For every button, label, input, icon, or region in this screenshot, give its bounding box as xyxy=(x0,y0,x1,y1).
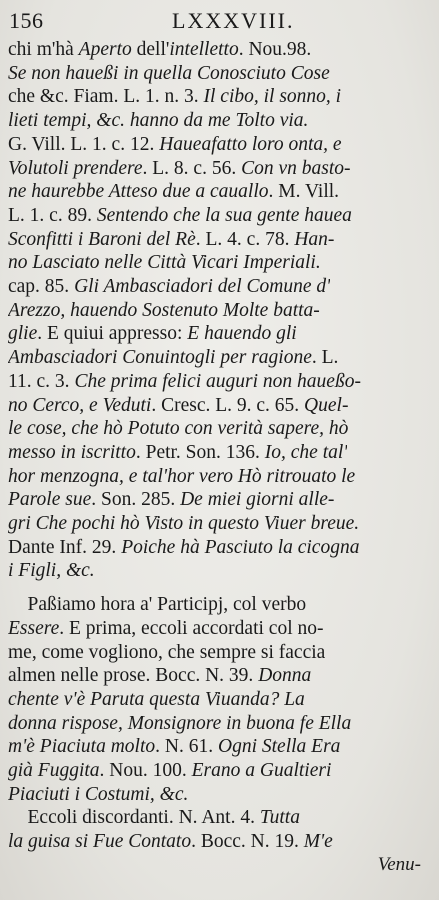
italic-segment: De miei giorni alle- xyxy=(180,489,335,511)
italic-segment: Aperto xyxy=(78,39,132,60)
italic-segment: Ogni Stella Era xyxy=(218,736,341,758)
roman-segment: L. 1. c. 89. xyxy=(8,204,97,226)
italic-segment: Ambasciadori Conuintogli per ragione xyxy=(8,347,312,369)
italic-segment: Sentendo che la sua gente hauea xyxy=(96,204,352,226)
italic-segment: glie xyxy=(8,323,38,345)
roman-segment: me, come vogliono, che sempre si faccia xyxy=(8,641,326,663)
italic-segment: chente v'è Paruta questa Viuanda? La xyxy=(8,688,305,710)
italic-segment: Poiche hà Pasciuto la cicogna xyxy=(121,536,360,558)
italic-segment: Haueafatto loro onta, e xyxy=(159,133,342,155)
roman-segment: . Nou. 100. xyxy=(99,760,192,781)
italic-segment: già Fuggita xyxy=(8,760,100,781)
italic-segment: E hauendo gli xyxy=(187,323,297,345)
italic-segment: la guisa si Fue Contato xyxy=(8,831,192,853)
italic-segment: Han- xyxy=(294,228,335,250)
roman-segment: . E quiui appresso: xyxy=(37,323,188,345)
roman-segment: 11. c. 3. xyxy=(8,370,75,392)
italic-segment: no Lasciato nelle Città Vicari Imperiali. xyxy=(8,252,321,274)
roman-segment: . Nou.98. xyxy=(238,39,312,60)
roman-segment: almen nelle prose. Bocc. N. 39. xyxy=(8,665,259,687)
catchword: Venu- xyxy=(377,854,421,875)
italic-segment: Erano a Gualtieri xyxy=(191,760,332,781)
italic-segment: M'e xyxy=(303,831,333,853)
italic-segment: Gli Ambasciadori del Comune d' xyxy=(74,276,331,297)
running-head: LXXXVIII. xyxy=(172,8,295,33)
italic-segment: Il cibo, il sonno, i xyxy=(203,86,342,108)
roman-segment: . L. xyxy=(311,347,339,369)
roman-segment: . Bocc. N. 19. xyxy=(191,831,304,853)
roman-segment: . L. 8. c. 56. xyxy=(142,157,242,179)
italic-segment: messo in iscritto xyxy=(8,441,136,463)
italic-segment: Parole sue xyxy=(8,489,92,511)
italic-segment: no Cerco, e Veduti xyxy=(8,394,152,416)
page-header xyxy=(0,2,439,36)
roman-segment: cap. 85. xyxy=(8,276,75,297)
roman-segment: Paßiamo hora a' Participj, col verbo xyxy=(8,594,307,616)
italic-segment: Quel- xyxy=(304,394,349,416)
italic-segment: Sconfitti i Baroni del Rè xyxy=(8,228,196,250)
italic-segment: Tutta xyxy=(259,807,300,829)
italic-segment: Arezzo, hauendo Sostenuto Molte batta- xyxy=(8,299,320,321)
italic-segment: lieti tempi, &c. hanno da me Tolto via. xyxy=(8,110,309,132)
roman-segment: G. Vill. L. 1. c. 12. xyxy=(8,133,160,155)
italic-segment: Donna xyxy=(258,665,312,687)
italic-segment: Se non haueßi in quella Conosciuto Cose xyxy=(8,62,330,84)
text-line xyxy=(8,557,95,585)
italic-segment: Che prima felici auguri non haueßo- xyxy=(74,370,361,392)
italic-segment: donna rispose, Monsignore in buona fe Ella xyxy=(8,712,352,734)
italic-segment: intelletto xyxy=(169,39,239,60)
roman-segment: chi m'hà xyxy=(8,39,79,60)
italic-segment: Con vn basto- xyxy=(241,157,351,179)
roman-segment: Eccoli discordanti. N. Ant. 4. xyxy=(8,807,260,829)
italic-segment: Io, che tal' xyxy=(264,441,348,463)
italic-segment: hor menzogna, e tal'hor vero Hò ritrouato le xyxy=(8,465,356,487)
roman-segment: dell' xyxy=(131,39,170,60)
roman-segment: Dante Inf. 29. xyxy=(8,536,122,558)
text-line xyxy=(8,828,333,856)
italic-segment: Essere xyxy=(8,617,60,639)
italic-segment: ne haurebbe Atteso due a cauallo xyxy=(8,181,269,203)
roman-segment: . M. Vill. xyxy=(268,181,340,203)
roman-segment: . E prima, eccoli accordati col no- xyxy=(59,617,324,639)
italic-segment: m'è Piaciuta molto xyxy=(8,736,156,758)
roman-segment: . Petr. Son. 136. xyxy=(135,441,265,463)
italic-segment: Piaciuti i Costumi, &c. xyxy=(8,783,189,805)
roman-segment: . N. 61. xyxy=(155,736,218,758)
italic-segment: le cose, che hò Potuto con verità sapere, hò xyxy=(8,418,349,440)
italic-segment: gri Che pochi hò Visto in questo Viuer breue. xyxy=(8,513,360,534)
roman-segment: . Son. 285. xyxy=(91,489,181,511)
roman-segment: che &c. Fiam. L. 1. n. 3. xyxy=(8,86,204,108)
italic-segment: i Figli, &c. xyxy=(8,560,95,582)
roman-segment: . Cresc. L. 9. c. 65. xyxy=(151,394,305,416)
italic-segment: Volutoli prendere xyxy=(8,157,143,179)
roman-segment: . L. 4. c. 78. xyxy=(195,228,295,250)
page-number: 156 xyxy=(9,8,44,33)
